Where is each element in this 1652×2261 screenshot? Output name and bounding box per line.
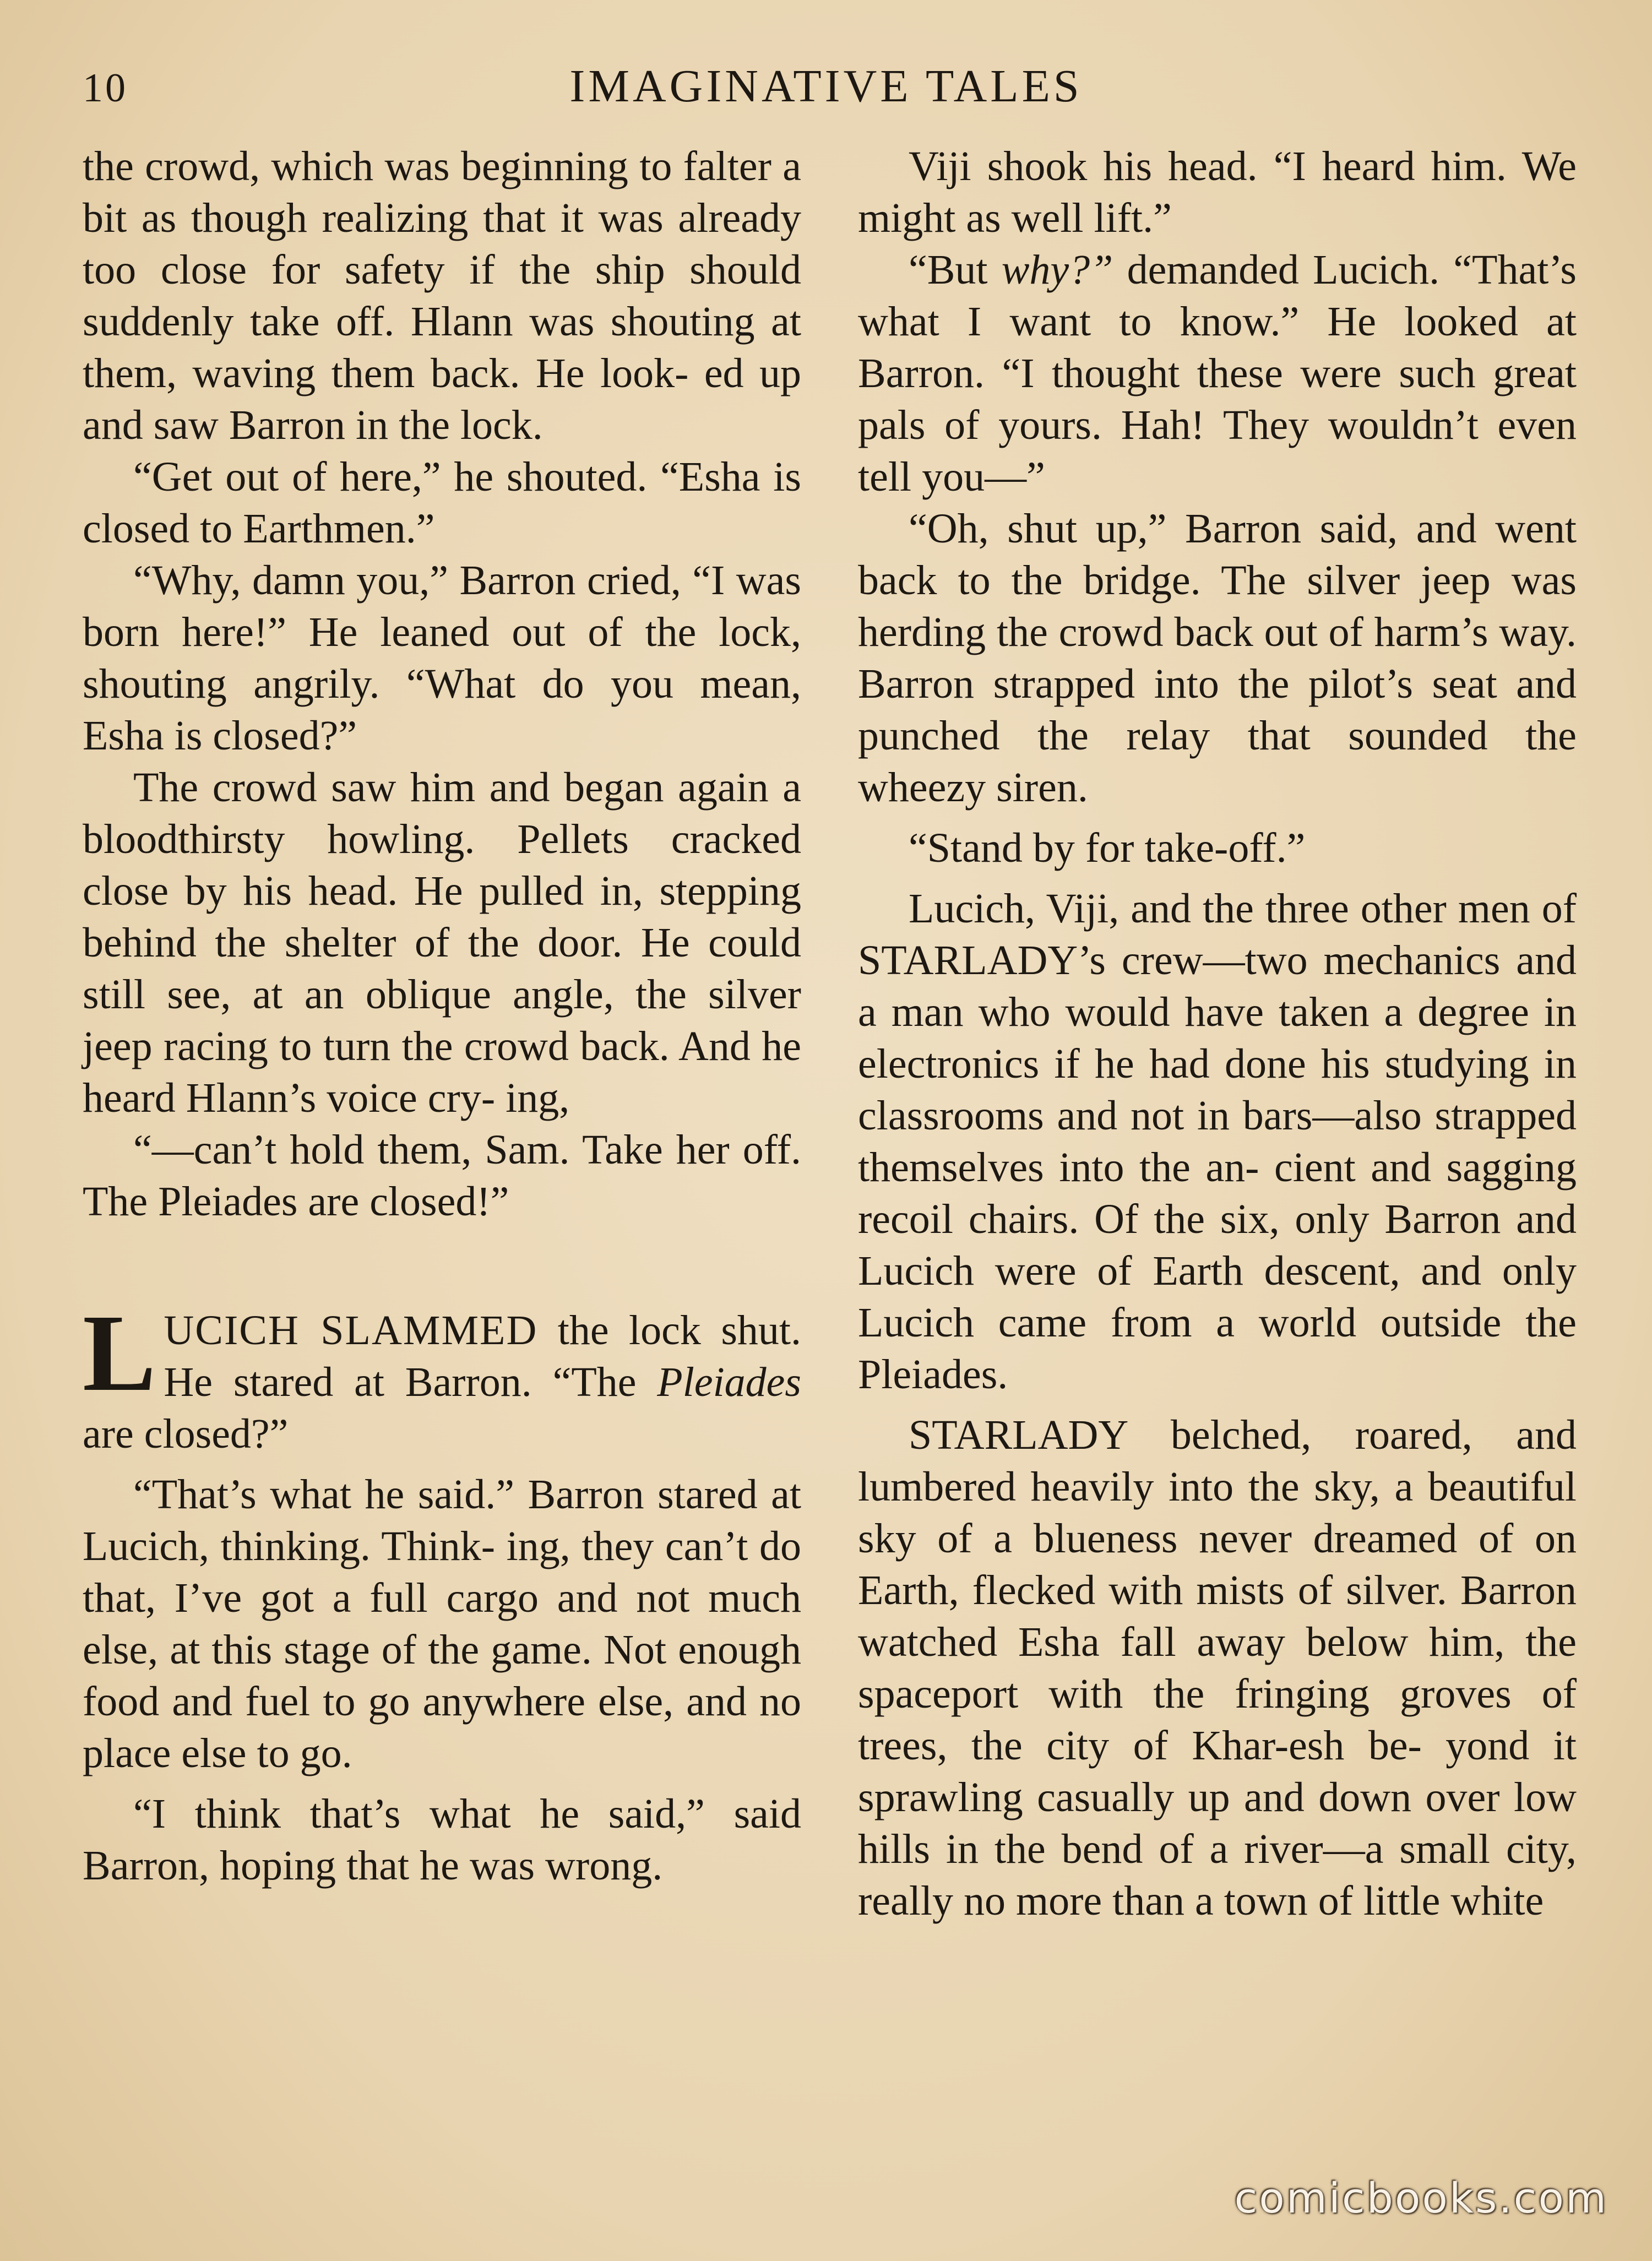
paragraph: “Get out of here,” he shouted. “Esha is closed to Earthmen.”: [83, 454, 801, 552]
left-column: [83, 140, 801, 1892]
italic-text: Pleiades: [657, 1359, 801, 1405]
drop-cap: L: [83, 1292, 156, 1414]
text-run: the lock shut. He stared at Barron. “The: [164, 1307, 802, 1405]
text-run: “But: [909, 247, 1002, 293]
text-run: are closed?”: [83, 1411, 289, 1457]
paragraph: Viji shook his head. “I heard him. We might as well lift.”: [858, 143, 1577, 241]
paragraph: The crowd saw him and began again a bloodthirsty howling. Pellets cracked close by his head. He pulled in, stepping behind the shelter of the door. He could still see, at an oblique angle, the silver jeep racing to turn the crowd back. And he heard Hlann’s voice cry- ing,: [83, 764, 801, 1121]
running-title: IMAGINATIVE TALES: [569, 61, 1083, 112]
text-run: demanded Lucich. “That’s what I want to know.” He looked at Barron. “I thought these were such great pals of yours. Hah! They wouldn’t even tell you—”: [858, 247, 1577, 500]
paragraph: “—can’t hold them, Sam. Take her off. The Pleiades are closed!”: [83, 1127, 801, 1225]
paragraph: the crowd, which was beginning to falter a bit as though realizing that it was already too close for safety if the ship should suddenly take off. Hlann was shouting at them, waving them back. He look- ed up and saw Barron in the lock.: [83, 143, 801, 448]
watermark: comicbooks.com: [1234, 2173, 1608, 2222]
paragraph: “That’s what he said.” Barron stared at Lucich, thinking. Think- ing, they can’t do that, I’ve got a full cargo and not much else, at this stage of the game. Not enough food and fuel to go anywhere else, and no place else to go.: [83, 1471, 801, 1776]
right-column: [858, 140, 1577, 1927]
section-opening-paragraph: [83, 1292, 802, 1460]
paragraph: “Oh, shut up,” Barron said, and went back to the bridge. The silver jeep was herding the crowd back out of harm’s way. Barron strapped into the pilot’s seat and punched the relay that sounded the wheezy siren.: [858, 506, 1577, 811]
paragraph: “Stand by for take-off.”: [909, 825, 1306, 871]
lead-in: UCICH SLAMMED: [164, 1307, 538, 1354]
paragraph: “Why, damn you,” Barron cried, “I was born here!” He leaned out of the lock, shouting angrily. “What do you mean, Esha is closed?”: [83, 557, 801, 759]
paragraph: STARLADY belched, roared, and lumbered heavily into the sky, a beautiful sky of a blueness never dreamed of on Earth, flecked with mists of silver. Barron watched Esha fall away below him, the spaceport with the fringing groves of trees, the city of Khar-esh be- yond it sprawling casually up and down over low hills in the bend of a river—a small city, really no more than a town of little white: [858, 1412, 1577, 1924]
paragraph: Lucich, Viji, and the three other men of STARLADY’s crew—two mechanics and a man who would have taken a degree in electronics if he had done his studying in classrooms and not in bars—also strapped themselves into the an- cient and sagging recoil chairs. Of the six, only Barron and Lucich were of Earth descent, and only Lucich came from a world outside the Pleiades.: [858, 885, 1577, 1398]
italic-text: why?”: [1001, 247, 1113, 293]
page-number: 10: [83, 66, 128, 111]
paragraph: [858, 244, 1577, 503]
paragraph: “I think that’s what he said,” said Barron, hoping that he was wrong.: [83, 1791, 801, 1889]
